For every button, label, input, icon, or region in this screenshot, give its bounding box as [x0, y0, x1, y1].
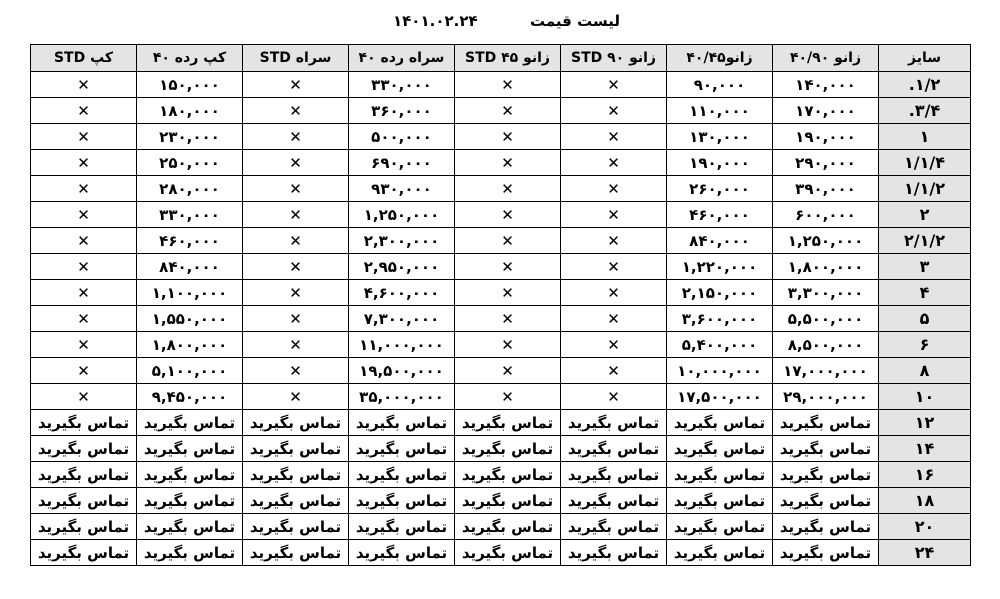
price-cell: ۱۷۰,۰۰۰: [773, 98, 879, 124]
contact-cell: تماس بگیرید: [455, 462, 561, 488]
not-available-icon: ✕: [455, 150, 561, 176]
contact-cell: تماس بگیرید: [561, 462, 667, 488]
contact-cell: تماس بگیرید: [137, 514, 243, 540]
price-cell: ۱,۲۲۰,۰۰۰: [667, 254, 773, 280]
price-cell: ۱۷,۵۰۰,۰۰۰: [667, 384, 773, 410]
document-title-row: [0, 8, 1000, 36]
price-cell: ۵۰۰,۰۰۰: [349, 124, 455, 150]
contact-cell: تماس بگیرید: [137, 540, 243, 566]
price-cell: ۶۹۰,۰۰۰: [349, 150, 455, 176]
not-available-icon: ✕: [243, 150, 349, 176]
price-cell: ۱۷,۰۰۰,۰۰۰: [773, 358, 879, 384]
contact-cell: تماس بگیرید: [31, 488, 137, 514]
not-available-icon: ✕: [243, 202, 349, 228]
contact-cell: تماس بگیرید: [561, 410, 667, 436]
not-available-icon: ✕: [561, 306, 667, 332]
size-cell: ۶: [879, 332, 971, 358]
price-cell: ۵,۴۰۰,۰۰۰: [667, 332, 773, 358]
contact-cell: تماس بگیرید: [667, 410, 773, 436]
price-cell: ۲۵۰,۰۰۰: [137, 150, 243, 176]
size-cell: ۱۴: [879, 436, 971, 462]
contact-cell: تماس بگیرید: [137, 436, 243, 462]
not-available-icon: ✕: [243, 384, 349, 410]
header-elbow-90-40: زانو ۴۰/۹۰: [773, 45, 879, 72]
table-row: [31, 540, 971, 566]
price-cell: ۷,۳۰۰,۰۰۰: [349, 306, 455, 332]
not-available-icon: ✕: [31, 228, 137, 254]
contact-cell: تماس بگیرید: [455, 410, 561, 436]
size-cell: ۱۶: [879, 462, 971, 488]
not-available-icon: ✕: [561, 280, 667, 306]
document-date: ۱۴۰۱.۰۲.۲۴: [393, 12, 478, 30]
price-cell: ۱۴۰,۰۰۰: [773, 72, 879, 98]
price-cell: ۱,۲۵۰,۰۰۰: [349, 202, 455, 228]
not-available-icon: ✕: [455, 384, 561, 410]
size-cell: ۵: [879, 306, 971, 332]
contact-cell: تماس بگیرید: [455, 514, 561, 540]
contact-cell: تماس بگیرید: [455, 488, 561, 514]
table-row: [31, 410, 971, 436]
price-cell: ۵,۱۰۰,۰۰۰: [137, 358, 243, 384]
price-cell: ۱۵۰,۰۰۰: [137, 72, 243, 98]
contact-cell: تماس بگیرید: [667, 436, 773, 462]
table-row: [31, 176, 971, 202]
not-available-icon: ✕: [561, 384, 667, 410]
price-cell: ۳۳۰,۰۰۰: [137, 202, 243, 228]
header-cap-40: کپ رده ۴۰: [137, 45, 243, 72]
not-available-icon: ✕: [561, 176, 667, 202]
not-available-icon: ✕: [455, 202, 561, 228]
size-cell: ۸: [879, 358, 971, 384]
price-cell: ۲۸۰,۰۰۰: [137, 176, 243, 202]
contact-cell: تماس بگیرید: [561, 488, 667, 514]
table-row: [31, 462, 971, 488]
contact-cell: تماس بگیرید: [349, 488, 455, 514]
price-cell: ۲,۳۰۰,۰۰۰: [349, 228, 455, 254]
not-available-icon: ✕: [31, 280, 137, 306]
price-cell: ۹,۴۵۰,۰۰۰: [137, 384, 243, 410]
price-cell: ۴۶۰,۰۰۰: [137, 228, 243, 254]
header-elbow-45-40: زانو۴۰/۴۵: [667, 45, 773, 72]
not-available-icon: ✕: [243, 280, 349, 306]
price-cell: ۲۹۰,۰۰۰: [773, 150, 879, 176]
contact-cell: تماس بگیرید: [243, 410, 349, 436]
not-available-icon: ✕: [243, 254, 349, 280]
not-available-icon: ✕: [31, 72, 137, 98]
contact-cell: تماس بگیرید: [773, 540, 879, 566]
contact-cell: تماس بگیرید: [243, 462, 349, 488]
price-cell: ۵,۵۰۰,۰۰۰: [773, 306, 879, 332]
price-cell: ۳,۳۰۰,۰۰۰: [773, 280, 879, 306]
not-available-icon: ✕: [243, 358, 349, 384]
not-available-icon: ✕: [455, 228, 561, 254]
table-row: [31, 98, 971, 124]
contact-cell: تماس بگیرید: [773, 488, 879, 514]
price-cell: ۸۴۰,۰۰۰: [667, 228, 773, 254]
table-row: [31, 280, 971, 306]
not-available-icon: ✕: [31, 124, 137, 150]
contact-cell: تماس بگیرید: [349, 462, 455, 488]
contact-cell: تماس بگیرید: [349, 514, 455, 540]
not-available-icon: ✕: [455, 98, 561, 124]
document-title: لیست قیمت: [530, 12, 620, 30]
price-table: [30, 44, 971, 566]
table-row: [31, 228, 971, 254]
price-cell: ۱۹۰,۰۰۰: [773, 124, 879, 150]
header-tee-std: سراه STD: [243, 45, 349, 72]
price-cell: ۱۹,۵۰۰,۰۰۰: [349, 358, 455, 384]
price-cell: ۸,۵۰۰,۰۰۰: [773, 332, 879, 358]
contact-cell: تماس بگیرید: [561, 540, 667, 566]
price-cell: ۱,۸۰۰,۰۰۰: [773, 254, 879, 280]
not-available-icon: ✕: [243, 124, 349, 150]
table-row: [31, 488, 971, 514]
contact-cell: تماس بگیرید: [455, 436, 561, 462]
header-row: [31, 45, 971, 72]
not-available-icon: ✕: [31, 306, 137, 332]
price-cell: ۲۳۰,۰۰۰: [137, 124, 243, 150]
contact-cell: تماس بگیرید: [349, 410, 455, 436]
price-cell: ۱۱۰,۰۰۰: [667, 98, 773, 124]
not-available-icon: ✕: [561, 228, 667, 254]
table-row: [31, 72, 971, 98]
contact-cell: تماس بگیرید: [349, 540, 455, 566]
not-available-icon: ✕: [455, 358, 561, 384]
size-cell: ۱۰: [879, 384, 971, 410]
not-available-icon: ✕: [243, 228, 349, 254]
not-available-icon: ✕: [243, 98, 349, 124]
contact-cell: تماس بگیرید: [243, 436, 349, 462]
price-cell: ۲,۹۵۰,۰۰۰: [349, 254, 455, 280]
header-size: سایز: [879, 45, 971, 72]
contact-cell: تماس بگیرید: [667, 488, 773, 514]
not-available-icon: ✕: [31, 332, 137, 358]
size-cell: ۲: [879, 202, 971, 228]
contact-cell: تماس بگیرید: [561, 436, 667, 462]
contact-cell: تماس بگیرید: [667, 540, 773, 566]
price-cell: ۱,۵۵۰,۰۰۰: [137, 306, 243, 332]
table-row: [31, 306, 971, 332]
price-cell: ۸۴۰,۰۰۰: [137, 254, 243, 280]
not-available-icon: ✕: [455, 72, 561, 98]
price-cell: ۹۰,۰۰۰: [667, 72, 773, 98]
price-cell: ۱۳۰,۰۰۰: [667, 124, 773, 150]
contact-cell: تماس بگیرید: [31, 410, 137, 436]
contact-cell: تماس بگیرید: [773, 436, 879, 462]
not-available-icon: ✕: [455, 332, 561, 358]
not-available-icon: ✕: [561, 72, 667, 98]
size-cell: ۳: [879, 254, 971, 280]
size-cell: ۱/۱/۴: [879, 150, 971, 176]
contact-cell: تماس بگیرید: [561, 514, 667, 540]
not-available-icon: ✕: [243, 176, 349, 202]
not-available-icon: ✕: [561, 124, 667, 150]
price-cell: ۲,۱۵۰,۰۰۰: [667, 280, 773, 306]
table-row: [31, 254, 971, 280]
contact-cell: تماس بگیرید: [667, 462, 773, 488]
table-row: [31, 358, 971, 384]
table-row: [31, 514, 971, 540]
price-cell: ۱۹۰,۰۰۰: [667, 150, 773, 176]
size-cell: ۱/۱/۲: [879, 176, 971, 202]
contact-cell: تماس بگیرید: [455, 540, 561, 566]
not-available-icon: ✕: [455, 280, 561, 306]
contact-cell: تماس بگیرید: [349, 436, 455, 462]
table-row: [31, 124, 971, 150]
contact-cell: تماس بگیرید: [243, 540, 349, 566]
not-available-icon: ✕: [31, 358, 137, 384]
table-row: [31, 202, 971, 228]
price-cell: ۳۶۰,۰۰۰: [349, 98, 455, 124]
header-cap-std: کپ STD: [31, 45, 137, 72]
not-available-icon: ✕: [561, 150, 667, 176]
not-available-icon: ✕: [561, 202, 667, 228]
price-cell: ۱,۸۰۰,۰۰۰: [137, 332, 243, 358]
price-cell: ۱,۱۰۰,۰۰۰: [137, 280, 243, 306]
contact-cell: تماس بگیرید: [773, 514, 879, 540]
table-row: [31, 332, 971, 358]
size-cell: ۲/۱/۲: [879, 228, 971, 254]
size-cell: ۱: [879, 124, 971, 150]
price-table-body: [31, 72, 971, 566]
not-available-icon: ✕: [243, 332, 349, 358]
price-cell: ۱۸۰,۰۰۰: [137, 98, 243, 124]
contact-cell: تماس بگیرید: [31, 436, 137, 462]
not-available-icon: ✕: [455, 254, 561, 280]
contact-cell: تماس بگیرید: [31, 514, 137, 540]
price-cell: ۳,۶۰۰,۰۰۰: [667, 306, 773, 332]
not-available-icon: ✕: [31, 254, 137, 280]
price-cell: ۶۰۰,۰۰۰: [773, 202, 879, 228]
contact-cell: تماس بگیرید: [667, 514, 773, 540]
not-available-icon: ✕: [561, 332, 667, 358]
not-available-icon: ✕: [31, 202, 137, 228]
not-available-icon: ✕: [561, 98, 667, 124]
not-available-icon: ✕: [455, 306, 561, 332]
not-available-icon: ✕: [455, 176, 561, 202]
not-available-icon: ✕: [31, 384, 137, 410]
not-available-icon: ✕: [31, 176, 137, 202]
price-cell: ۱۱,۰۰۰,۰۰۰: [349, 332, 455, 358]
size-cell: ۲۴: [879, 540, 971, 566]
contact-cell: تماس بگیرید: [137, 488, 243, 514]
price-cell: ۳۳۰,۰۰۰: [349, 72, 455, 98]
contact-cell: تماس بگیرید: [31, 540, 137, 566]
table-row: [31, 150, 971, 176]
contact-cell: تماس بگیرید: [773, 462, 879, 488]
price-cell: ۳۹۰,۰۰۰: [773, 176, 879, 202]
contact-cell: تماس بگیرید: [137, 410, 243, 436]
price-cell: ۲۶۰,۰۰۰: [667, 176, 773, 202]
price-cell: ۴۶۰,۰۰۰: [667, 202, 773, 228]
not-available-icon: ✕: [243, 306, 349, 332]
not-available-icon: ✕: [243, 72, 349, 98]
price-table-header: [31, 45, 971, 72]
price-cell: ۴,۶۰۰,۰۰۰: [349, 280, 455, 306]
header-elbow-45-std: زانو ۴۵ STD: [455, 45, 561, 72]
size-cell: ۱۸: [879, 488, 971, 514]
contact-cell: تماس بگیرید: [243, 488, 349, 514]
contact-cell: تماس بگیرید: [137, 462, 243, 488]
price-cell: ۳۵,۰۰۰,۰۰۰: [349, 384, 455, 410]
table-row: [31, 436, 971, 462]
price-cell: ۱۰,۰۰۰,۰۰۰: [667, 358, 773, 384]
header-elbow-90-std: زانو ۹۰ STD: [561, 45, 667, 72]
header-tee-40: سراه رده ۴۰: [349, 45, 455, 72]
not-available-icon: ✕: [31, 150, 137, 176]
not-available-icon: ✕: [455, 124, 561, 150]
not-available-icon: ✕: [561, 254, 667, 280]
price-cell: ۲۹,۰۰۰,۰۰۰: [773, 384, 879, 410]
contact-cell: تماس بگیرید: [773, 410, 879, 436]
size-cell: ۲۰: [879, 514, 971, 540]
price-cell: ۱,۲۵۰,۰۰۰: [773, 228, 879, 254]
size-cell: ۴: [879, 280, 971, 306]
table-row: [31, 384, 971, 410]
size-cell: ۳/۴.: [879, 98, 971, 124]
contact-cell: تماس بگیرید: [31, 462, 137, 488]
not-available-icon: ✕: [31, 98, 137, 124]
size-cell: ۱/۲.: [879, 72, 971, 98]
contact-cell: تماس بگیرید: [243, 514, 349, 540]
size-cell: ۱۲: [879, 410, 971, 436]
not-available-icon: ✕: [561, 358, 667, 384]
price-cell: ۹۳۰,۰۰۰: [349, 176, 455, 202]
